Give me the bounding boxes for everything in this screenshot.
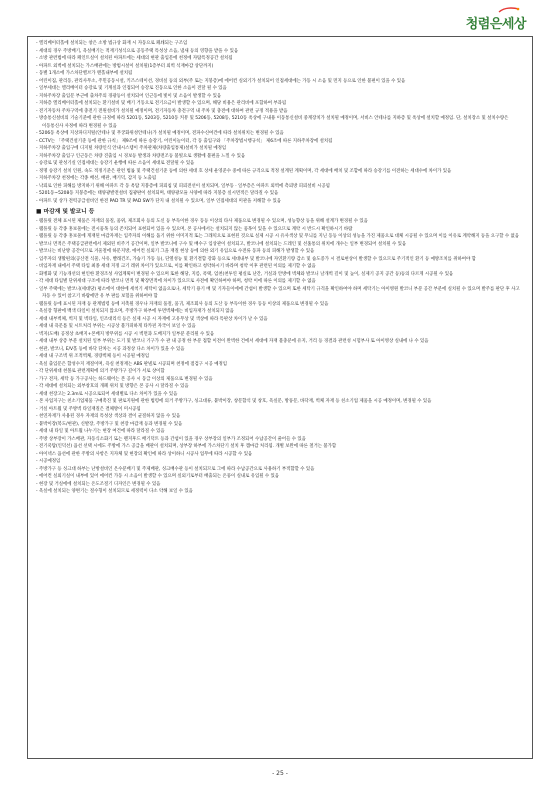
list-item: - 입주자의 생활편의(공산전 식물, 사유, 빨래건조, 가습기 가동 등), 단열성능 및 환기결함 강화 등으로 세대내부 및 발코니에 자연환기량 감소 및 습도증가 시 결로현상이 발생할 수 있으므로 주기적인 환기 등 예방조치를 취하여야 함	[36, 256, 476, 262]
notice-frame	[27, 36, 533, 759]
list-item: - 붙박이장(복도/현관), 신발장, 주방가구 및 천장 마감재 등과 변경될 수 있음	[36, 421, 183, 427]
list-item: - 엘리베이터홀에 설치되는 창은 소방 법규상 화재 시 자동으로 폐쇄되는 구조임	[36, 41, 188, 46]
list-item: - 소방 관련법에 따라 페인트실이 설치된 아파트에는 세대의 현관 출입문에 천정에 자탐특정공간 설치됨	[36, 56, 233, 61]
finishes-notes-list	[36, 218, 524, 496]
list-item: - 욕실 출입문은 합성수지 재질이며, 욕실 천정재는 ABS 판넬로 시공되며 천정에 점검구 시공 예정임	[36, 361, 228, 367]
list-item: - 아이넥스 옵션에 관한 주방의 사항은 지자체 및 현장의 확인에 따라 상이하니 시공사 업무에 따라 시공합 수 있음	[36, 451, 253, 457]
list-item: - 아파트 및 상가 전력공급설비인 한전 PAD TR 및 PAD SW가 단지 내 설치될 수 있으며, 일부 인접세대의 미관을 저해할 수 있음	[36, 198, 282, 204]
list-item: - 지하주차장 출입구 인근동은 차량 진출입 시 경보등 발생과 차량전조등 불빛으로 생활에 불편을 느낄 수 있음	[36, 153, 246, 159]
list-item: - 5206동 옥상에 지상파디지털(안테나 및 무궁화위성안테나)가 설치될 예정이며, 전파수신여건에 따라 설치위치는 변경될 수 있음	[36, 131, 284, 136]
list-item: - 세대 내 타일 및 아트월 나누기는 현장 여건에 따라 달라질 수 있음	[36, 429, 165, 434]
list-item: - CCTV는 「주택건설기준 등에 관한 규칙」 제9조에 따른 승강기, 어린이놀이터, 각 동 출입구와 「주차장법시행규칙」 제6조에 따른 지하주차장에 설치됨	[36, 138, 333, 144]
list-item: - 승강로 및 관성기실 인접세대는 승강기 운행에 따른 소음이 세대로 전달될 수 있음	[36, 161, 195, 166]
list-item: - 현관, 발코니, E/V홀 등에 바닥 단차는 시공 과정상 다소 차이가 있을 수 있음	[36, 346, 185, 352]
list-item: - 천연자재가 사용된 경우 자재의 특성상 색상과 결이 균질하지 않을 수 있음	[36, 414, 181, 419]
section-title: ■ 마감재 및 발코니 등	[36, 209, 95, 215]
list-item: - 에어컨 실외기실이 내부에 있어 에어컨 가동 시 소음이 발생할 수 있으며 실외기로부터 배출되는 온풍이 실내로 유입될 수 있음	[36, 474, 280, 479]
list-item: - 각 세대에 설치되는 외부창호의 개폐 위치 및 방향은 본 공사 시 달라질 수 있음	[36, 384, 189, 389]
list-item: - 전기쿡탑(인덕션) 옵션 선택 시에도 주방에 가스 공급을 배관이 설치되며, 상부장 하부에 가스차단기 설치 후 캡마감 처리됨. 개별 보완에 따른 철거는 불가함	[36, 444, 337, 449]
list-item: - 팸플릿 등에 표시된 자재 등 관계법령 등에 저촉될 경우나 자재의 품절, 품귀, 제조회사 등의 도산 등 부득이한 경우 동등 이상의 제품으로 변경될 수 있음	[36, 301, 329, 307]
list-item: - 지하층 엘리베이터홀에 설치되는 환기설비 및 배기 거동으로 전기요금이 발생할 수 있으며, 해당 비용은 관리비에 포함하여 부과됨	[36, 101, 287, 106]
list-item: - 동별 1개소에 가스차단밸브가 맨홀내부에 설치됨	[36, 71, 133, 76]
page-number: - 25 -	[272, 770, 288, 777]
list-item: - 낙뢰로 인한 피해를 방지하기 위해 아파트 각 동 옥탑 지붕층에 피뢰침 및 피뢰전선이 설치되며, 일부동 · 일부층은 아파트 외벽에 측뢰방 피뢰설비 시공됨	[36, 183, 330, 189]
list-item: - 방송통신설비의 기술기준에 관한 규정에 따라 5201동, 5203동, 5210동 커뮤 및 5206동, 5208동, 5210동 옥상에 구내용 이동통신설비 중계장치가 설치될 예정이며, 서비스 안테나를 지하층 및 옥상에 설치할 예정임. 단, 설치장소 및 설치수량은 이동통신사 사정에 따라 변경될 수 있음	[36, 116, 509, 129]
list-item: - 비입자재 내에서 주택 타입 최종 세대 지정 크기 레위 차이가 있으므로, 이를 확인하고 청약하시기 바라며 청약 이후 관련된 이의를 제기할 수 없음	[36, 264, 316, 269]
list-item: - 팸플릿 전체 표시된 제품은 자재의 품질, 품위, 제조회사 등의 도신 등 부득이한 경우 동등 이상의 타사 제품으로 변경될 수 있으며, 성능향상 등을 위해 설계가 변경될 수 있음	[36, 219, 368, 224]
list-item: - 주방가구 등 싱크대 하부는 난방설비인 온수분배기 및 주제배관, 싱크배수관 등이 설치되므로 그에 따라 수납공간으로 사용하기 부적합할 수 있음	[36, 466, 315, 472]
list-item: - 현장 및 거실에에 설치되는 온도조절기 디자인은 변경될 수 있음	[36, 481, 161, 487]
list-item: - 욕실장 형판에 백색 타일이 설치되지 않으며, 주방가구 하부에 투면벽체에는 비입자재가 설치되지 않음	[36, 309, 234, 314]
general-notes-list	[36, 40, 524, 205]
list-item: - 본 사업지구는 친소기업제품 구매촉진 및 판로지원에 관한 법령에 의거 주방가구, 싱크대류, 붙박이장, 창문합석 및 창호, 욕실문, 방풍문, 바닥재, 벽체 자재 등 친소기업 제품을 시공 예정이며, 변경될 수 있음	[36, 399, 432, 404]
list-item: - 시공예정임	[36, 459, 61, 464]
list-item: - 아파트 외벽에 설치되는 가스배관에는 방범시설이 설치될(1층부터 외벽 석재마감 상단까지)	[36, 63, 214, 69]
list-item: - 각 세대 타입별 단위세대 구조에 따라 발코니 면적 및 확장면적에 차이가 있으므로 사전에 확인하여야 하며, 청약 이에 따른 이의를 제기할 수 없음	[36, 279, 316, 284]
list-item: - 5201동~5208동 지붕층에는 태양광발전설비 집광판이 설치되며, 태양광모듈 사양에 따라 지붕층 실시면적은 달라질 수 있음	[36, 191, 279, 196]
list-item: - 세대의 경우 주방배기, 욕실배기는 적재기성식으로 공동주택 특성상 소음, 냄새 등의 영향을 받을 수 있음	[36, 48, 239, 54]
list-item: - 일부세대는 엘리베이터 승강로 및 기계실과 인접되어 승강로 진동으로 인한 소음이 전달 될 수 있음	[36, 86, 227, 91]
list-item: - 발코니 면적은 주택공급관련에서 제외된 비주거 공간이며, 일부 발코니에 구수 및 배수구 입상관이 설치되고, 발코니에 설치되는 드레인 및 선홈통의 위치에 개수는 일부 변경되어 설치될 수 있음	[36, 241, 407, 247]
list-item: - 어린이집, 관리동, 관리사무소, 주민공동시설, 키즈스테이션, 경비실 등의 외부(주 또는 지붕층)에 에어컨 실외기가 설치되어 인접세대에는 가동 시 소음 및 먼지 등으로 인한 불편이 있을 수 있음	[36, 78, 406, 84]
list-item: - 세대 내부벽체, 벽지 및 벽타일, 인조대리석 등은 실제 시공 시 자재에 고유무상 및 색상에 따라 특판상 차이가 날 수 있음	[36, 316, 268, 322]
brand-logo	[466, 12, 526, 32]
list-item: - 발코니는 비난방 공간이므로 겨울철에 하문지방, 에어컨 실외기 그을 재질 현상 등에 의한 외기 유입으로 수전류 동파 등의 피해가 발생할 수 있음	[36, 249, 315, 254]
list-item: - 세대 내 욕문틀 및 시트처리 부위는 시공상 불가피하게 타카핀 자국이 보일 수 있음	[36, 324, 196, 329]
list-item: - 가구 전자, 세탁 등 가구공사는 하드웨어는 본 공사 시 동급 이상의 제품으로 변경될 수 있음	[36, 376, 213, 382]
list-item: - 벽지(도배) 공정상 초배지+본배지 방무위를 시공 시 벽면과 도배지가 일부분 분리될 수 있음	[36, 331, 215, 337]
list-item: - 주방 상부장이 가스배관, 자동식소화기 또는 렌지후드 배기덕트 등과 간섭이 있을 경우 상부장의 일부가 조정되어 수납공간이 줄어들 수 있음	[36, 436, 306, 442]
list-item: - 지하주차장 출입구에 디지털 차량인식 안내시스템이 주차관제(차량출입통제)설비가 설치될 예정임	[36, 146, 227, 151]
list-item: - 팸플릿 등 각종 홍보물에는 전시품목 등의 존치되어 표현되어 있을 수 있으며, 본 공사에서는 설치되지 않는 품목이 있을 수 있으므로 계약 시 반드시 확인하시기 바람	[36, 226, 353, 232]
logo-text: 청렴은세상	[465, 16, 526, 32]
list-item: - 세대 내 구조벽 위 조적벽체, 경량벽체 등이 시공될 예정임	[36, 354, 150, 359]
general-notes-section	[36, 40, 524, 205]
list-item: - 팸플릿 등 각종 홍보물에 게재된 마감자재는 입주자의 이해를 돕기 위한 이미지적 또는 그래픽으로 표현된 것으로 실제 시공 시 유사색상 및 무늬를 지닌 동등 이상의 성능을 가진 제품으로 대체 시공될 수 있으며 이를 이유로 계약해지 등을 요구할 수 없음	[36, 234, 520, 239]
list-item: - 정명 승강기 설치 인원, 속도 적정기준은 관련 법률 및 주택건설기준 등에 의한 세대 호 상세 운영준수 중에 따른 규격으로 적정 설계된 계획이며, 각 세대에 배치 및 조합에 따라 승강기를 이전하는 세대수에 차이가 있음	[36, 168, 452, 174]
list-item: - 욕실에 설치되는 양변기는 절수형이 설치되므로 세정력이 다소 약해 보일 수 있음	[36, 489, 193, 494]
list-item: - 일부 주택에는 발코니(세대당) 평소에이 대한에 세척기 세탁이 없음으로나, 세탁기 용기 배 및 기자들이에에 간섭이 발생할 수 있으며 또한 세탁기 규격을 확인하여야 하며 세탁기는 아이병원 발코니 부분 공간 부분에 실치될 수 있으며 발주를 판단 후 사고 자동 수 있어 참고기 바람에만 유 부 판를 보험을 위하여야 함	[36, 286, 520, 299]
list-item: - 거실 아트월 및 주방벽 타일재질은 결체방이 미시공됨	[36, 406, 141, 412]
list-item: - 전기자동차 주차구역에 충전기 전원설비가 설치될 예정이며, 전기자동차 충전구역 내 주차 및 충전에 대하여 관련 규정 적용을 받음	[36, 108, 288, 114]
list-item: - 화병화 및 기능개선의 현인한 환경조성 사업계획이 변경될 수 있으며 또한 해당, 지름, 폭택, 엄천(천투연 평실로 난간, 거실과 안방에 벽체와 발코니 날개벽 길이 및 높이, 실제기 공지 공간 등)등의 다르게 시공될 수 있음	[36, 271, 454, 277]
finishes-section	[36, 208, 524, 496]
list-item: - 지하주차장 출입문 부근에 출차주의 경광등이 설치되어 인근동에 빛이 및 소음이 발생할 수 있음	[36, 93, 222, 99]
logo-swoosh-icon	[498, 6, 520, 14]
list-item: - 세대 천장고는 2.3m로 시공으로되어 세대별로 다소 차이가 있을 수 있음	[36, 391, 178, 397]
list-item: - 세대 내부 상층 부분 설치된 일부 부위는 도기 및 발코니 기구가 수 관 내 공정 한 부분 접합 이전이 완벽한 건에서 세대에 자재 불충분에 유지, 거리 등 경결과 관련성 시험부사 또 아이병상 실내에 나 수 있음	[36, 339, 429, 344]
list-item: - 지하주차장 천정에는 각종 배선, 배관, 배기덕, 감지 등 노출됨	[36, 176, 157, 181]
list-item: - 각 단위세대 천볼로 관련계획에 의거 주방가구 깊이가 서로 상이함	[36, 369, 165, 374]
